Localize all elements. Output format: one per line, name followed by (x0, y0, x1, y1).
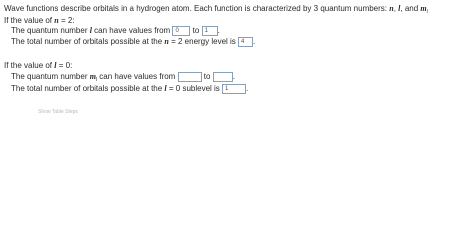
row1-to-label: to (190, 26, 202, 36)
orbitals-n2-input[interactable]: 4 (238, 37, 253, 47)
row4-middle: = 0 sublevel is (166, 84, 223, 94)
row4-end: . (246, 84, 249, 94)
ml-from-input[interactable] (178, 72, 202, 82)
row3-prefix: The quantum number (11, 72, 90, 82)
row1-symbol: l (89, 26, 92, 36)
row2-prefix: The total number of orbitals possible at the (11, 37, 165, 47)
condition2-suffix: = 0: (56, 61, 73, 70)
row3-to-label: to (201, 72, 213, 82)
row2-middle: = 2 energy level is (168, 37, 239, 47)
l-from-input[interactable]: 0 (172, 26, 190, 36)
symbol-m: m (420, 4, 427, 13)
row2-end: . (253, 37, 256, 47)
condition-l-equals-0 (4, 61, 72, 71)
symbol-l: l (398, 4, 401, 13)
show-table-steps-hint[interactable]: Show Table Steps (38, 109, 78, 115)
row3-symbol-subscript: l (95, 77, 98, 84)
ml-to-input[interactable] (213, 72, 233, 82)
row2-symbol: n (164, 37, 169, 47)
row1-end: . (217, 26, 220, 36)
row3-middle: can have values from (97, 72, 178, 82)
row-l-range (11, 26, 220, 36)
row-orbitals-n2 (11, 37, 255, 47)
condition1-symbol: n (54, 16, 59, 25)
condition1-suffix: = 2: (58, 16, 75, 25)
l-to-input[interactable]: 1 (202, 26, 218, 36)
intro-and: , and (400, 4, 421, 13)
intro-comma: , (393, 4, 399, 13)
row3-symbol: m (89, 72, 96, 82)
row-orbitals-l0 (11, 84, 248, 94)
symbol-n: n (389, 4, 394, 13)
condition2-symbol: l (54, 61, 57, 70)
row4-symbol: l (164, 84, 167, 94)
row1-middle: can have values from (91, 26, 173, 36)
row4-prefix: The total number of orbitals possible at the (11, 84, 165, 94)
symbol-m-subscript: l (426, 9, 428, 15)
row1-prefix: The quantum number (11, 26, 90, 36)
condition1-prefix: If the value of (4, 16, 55, 25)
condition2-prefix: If the value of (4, 61, 55, 70)
orbitals-l0-input[interactable]: 1 (222, 84, 246, 94)
row3-end: . (232, 72, 235, 82)
condition-n-equals-2 (4, 16, 75, 26)
intro-prefix: Wave functions describe orbitals in a hydrogen atom. Each function is characterized by 3 quantum numbers: (4, 4, 390, 13)
